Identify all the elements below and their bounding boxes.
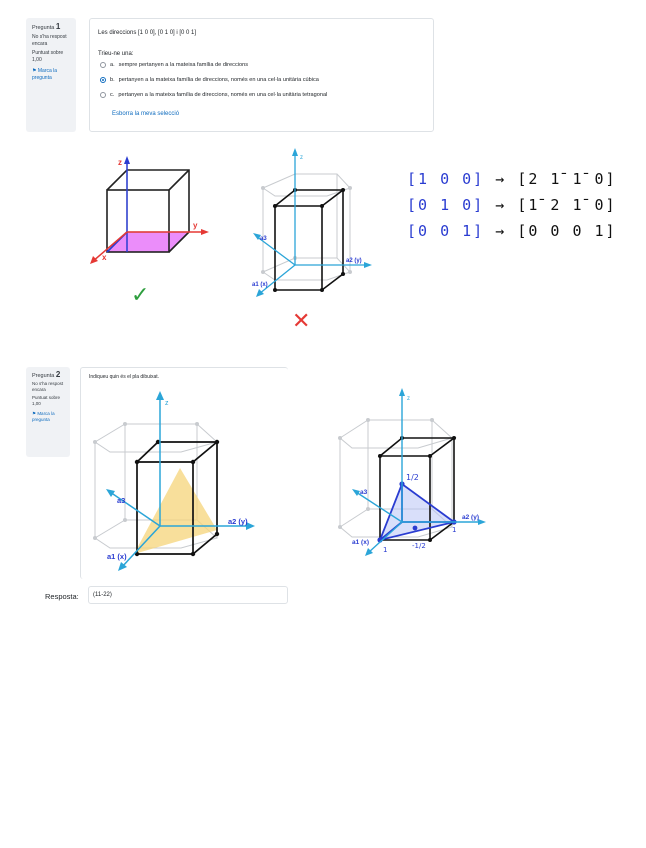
check-icon: ✓ xyxy=(131,283,150,308)
hex3-label-a3: a3 xyxy=(360,489,368,496)
question-status: No s'ha respost encara xyxy=(32,381,64,392)
hex-cell-2 xyxy=(93,391,255,571)
label-y: y xyxy=(193,221,198,230)
hex2-label-a2: a2 (y) xyxy=(228,517,248,526)
hex2-label-a3: a3 xyxy=(117,496,126,505)
answer-prompt: Trieu-ne una: xyxy=(98,51,134,57)
option-c[interactable]: c. pertanyen a la mateixa família de direccions, només en una cel·la unitària tetragonal xyxy=(100,91,327,99)
note-row: [1 0 0] → [2 1̄ 1̄ 0] xyxy=(407,170,617,188)
note-row: [0 0 1] → [0 0 0 1] xyxy=(407,222,617,240)
question-number: Pregunta 1 xyxy=(32,22,61,31)
hex3-label-a2: a2 (y) xyxy=(462,514,479,521)
figure-2 xyxy=(0,380,646,580)
question-text: Indiqueu quin és el pla dibuixat. xyxy=(89,374,160,380)
cubic-cell xyxy=(90,156,209,264)
hex2-label-a1: a1 (x) xyxy=(107,552,127,561)
radio-b[interactable] xyxy=(100,77,106,83)
question-status: No s'ha respost encara xyxy=(32,34,67,47)
hex1-label-a3: a3 xyxy=(260,236,267,242)
note-row: [0 1 0] → [1̄ 2 1̄ 0] xyxy=(407,196,617,214)
hex-cell-1 xyxy=(252,148,372,297)
hex1-label-a1: a1 (x) xyxy=(252,282,268,288)
question-score: Puntuat sobre 1,00 xyxy=(32,50,64,63)
question-box-1 xyxy=(89,18,434,132)
base-face xyxy=(107,232,189,252)
hex3-label-z: z xyxy=(407,396,410,402)
annot-neg-half: -1/2 xyxy=(412,542,426,550)
annot-one-a1: 1 xyxy=(383,546,388,554)
label-z: z xyxy=(118,158,122,167)
answer-input[interactable]: (11-22) xyxy=(88,586,288,604)
hex1-label-a2: a2 (y) xyxy=(346,258,362,264)
flag-question-link[interactable]: ⚑ Marca la pregunta xyxy=(32,411,55,422)
question-score: Puntuat sobre 1,00 xyxy=(32,395,61,406)
clear-choice-link[interactable]: Esborra la meva selecció xyxy=(112,111,180,117)
direction-notes xyxy=(407,170,617,248)
option-a[interactable]: a. sempre pertanyen a la mateixa família de direccions xyxy=(100,61,248,69)
flag-icon: ⚑ xyxy=(32,68,37,74)
flag-question-link[interactable]: ⚑ Marca la pregunta xyxy=(32,68,58,81)
label-x: x xyxy=(102,253,107,262)
question-text: Les direccions [1 0 0], [0 1 0] i [0 0 1] xyxy=(98,30,197,36)
hex1-label-z: z xyxy=(300,155,303,161)
hex3-label-a1: a1 (x) xyxy=(352,539,369,546)
option-b[interactable]: b. pertanyen a la mateixa família de direccions, només en una cel·la unitària cúbica xyxy=(100,76,319,84)
flag-icon: ⚑ xyxy=(32,411,37,416)
hex-cell-annotated xyxy=(338,388,486,556)
radio-a[interactable] xyxy=(100,62,106,68)
annot-half: 1/2 xyxy=(406,473,419,482)
annot-one-a2: 1 xyxy=(452,526,457,534)
question-info-1 xyxy=(26,18,76,132)
answer-label: Resposta: xyxy=(45,592,79,601)
cross-icon: ✕ xyxy=(292,309,311,334)
radio-c[interactable] xyxy=(100,92,106,98)
question-number: Pregunta 2 xyxy=(32,370,61,379)
hex2-label-z: z xyxy=(165,400,169,407)
